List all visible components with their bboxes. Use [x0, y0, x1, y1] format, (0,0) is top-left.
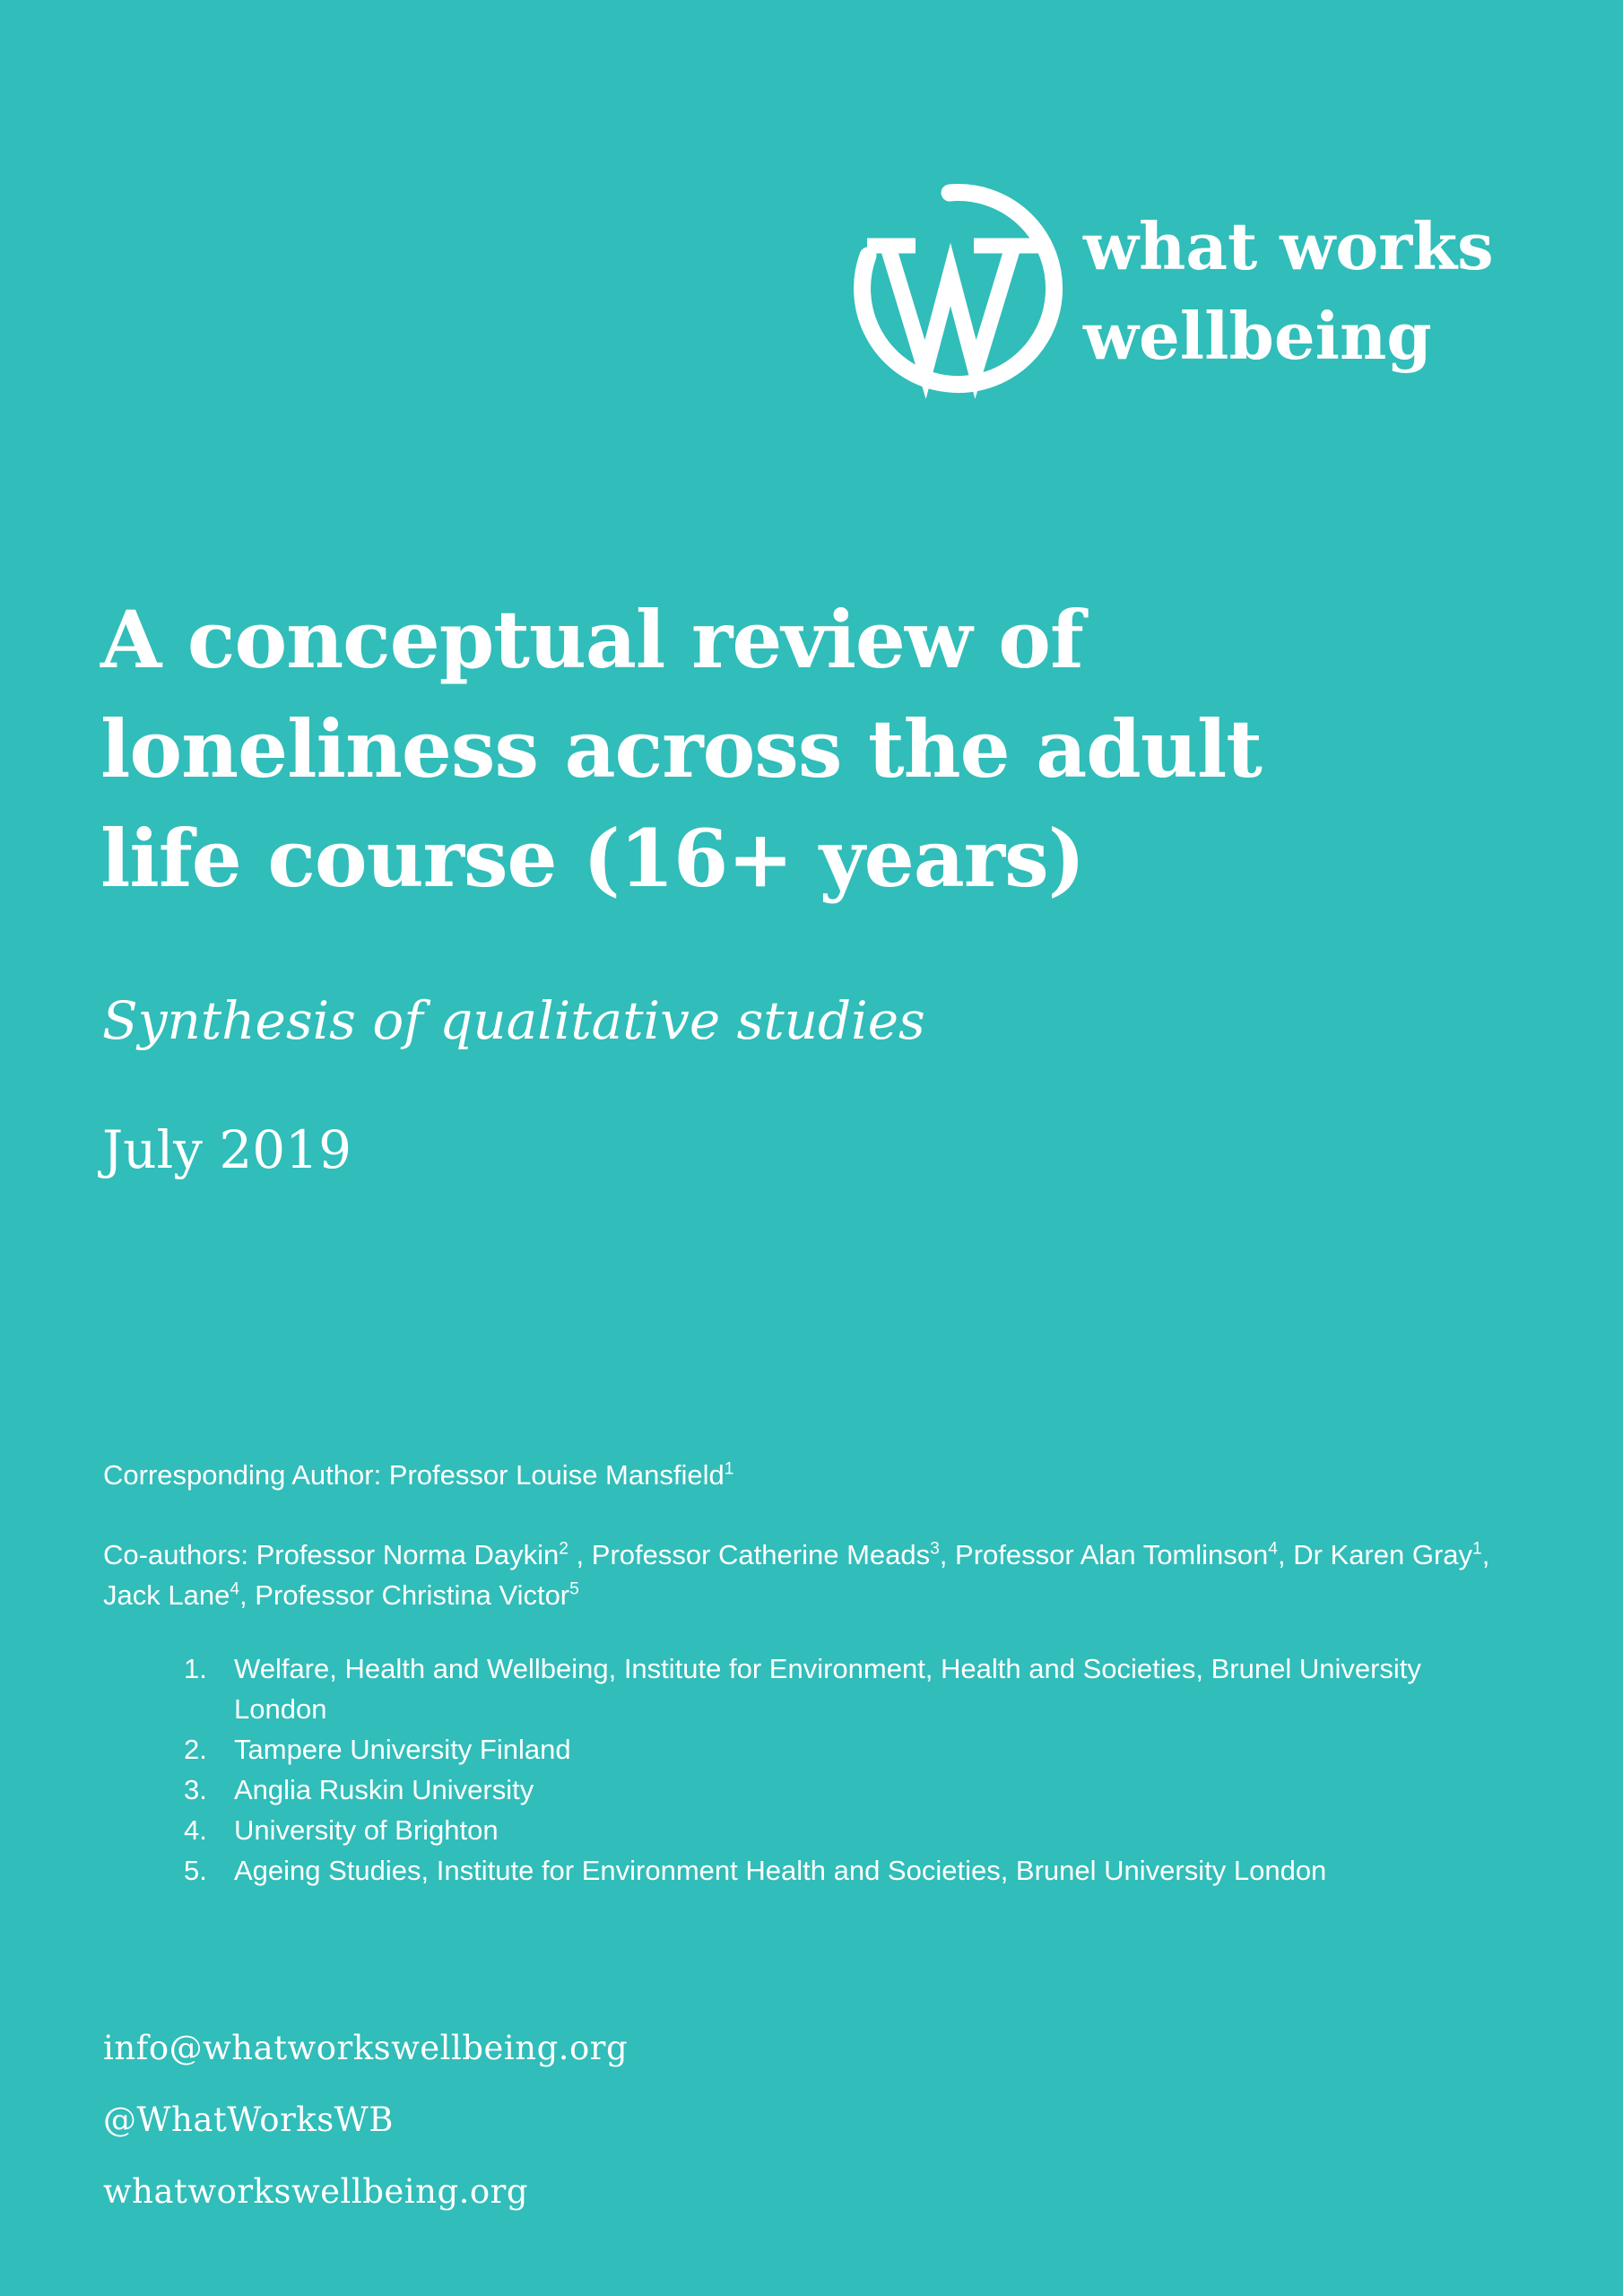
contact-footer [103, 2025, 628, 2240]
affiliation-text: University of Brighton [234, 1814, 499, 1846]
affiliation-superscript: 1 [1472, 1539, 1482, 1559]
publication-date: July 2019 [102, 1119, 352, 1180]
title-line-3: life course (16+ years) [100, 812, 1085, 905]
coauthor-name: Professor Christina Victor [255, 1579, 570, 1611]
coauthor-name: Dr Karen Gray [1293, 1539, 1473, 1570]
wordmark-line-2: wellbeing [1083, 298, 1432, 374]
affiliation-text: Ageing Studies, Institute for Environment Health and Societies, Brunel University London [234, 1855, 1327, 1886]
list-item [184, 1850, 1493, 1891]
title-line-2: loneliness across the adult [100, 702, 1262, 796]
affiliation-superscript: 4 [230, 1579, 240, 1599]
list-number: 2. [184, 1734, 207, 1765]
corresponding-author-text: Corresponding Author: Professor Louise Mansfield [103, 1459, 725, 1491]
contact-twitter-handle: @WhatWorksWB [103, 2100, 394, 2139]
list-number: 1. [184, 1653, 207, 1684]
coauthor-name: Professor Catherine Meads [591, 1539, 931, 1570]
coauthor-name: Co-authors: Professor Norma Daykin [103, 1539, 560, 1570]
affiliation-superscript: 5 [569, 1579, 579, 1599]
author-block [103, 1455, 1538, 1615]
report-subtitle: Synthesis of qualitative studies [102, 990, 925, 1051]
list-item [184, 1729, 1493, 1770]
what-works-wellbeing-logo-icon [846, 163, 1088, 405]
corresponding-author [103, 1455, 1538, 1495]
affiliation-text: Welfare, Health and Wellbeing, Institute for Environment, Health and Societies, Brunel University London [234, 1653, 1421, 1725]
list-item [184, 1810, 1493, 1850]
separator: , [939, 1539, 956, 1570]
title-line-1: A conceptual review of [100, 593, 1083, 686]
coauthor-name: Jack Lane [103, 1579, 230, 1611]
contact-website: whatworkswellbeing.org [103, 2172, 529, 2211]
coauthors [103, 1535, 1538, 1615]
separator: , [1277, 1539, 1294, 1570]
affiliation-superscript: 4 [1268, 1539, 1278, 1559]
list-number: 4. [184, 1814, 207, 1846]
list-item [184, 1648, 1493, 1729]
separator: , [239, 1579, 256, 1611]
list-number: 3. [184, 1774, 207, 1805]
coauthor-name: Professor Alan Tomlinson [955, 1539, 1269, 1570]
list-number: 5. [184, 1855, 207, 1886]
affiliation-superscript: 3 [930, 1539, 940, 1559]
separator: , [1481, 1539, 1490, 1570]
affiliation-superscript: 1 [724, 1459, 734, 1479]
contact-email: info@whatworkswellbeing.org [103, 2029, 629, 2067]
report-title [100, 585, 1262, 913]
affiliation-text: Tampere University Finland [234, 1734, 571, 1765]
affiliation-list [184, 1648, 1493, 1891]
affiliation-text: Anglia Ruskin University [234, 1774, 534, 1805]
separator: , [568, 1539, 592, 1570]
list-item [184, 1770, 1493, 1810]
wordmark-line-1: what works [1083, 208, 1494, 284]
logo-wordmark [1083, 202, 1494, 381]
affiliation-superscript: 2 [559, 1539, 568, 1559]
